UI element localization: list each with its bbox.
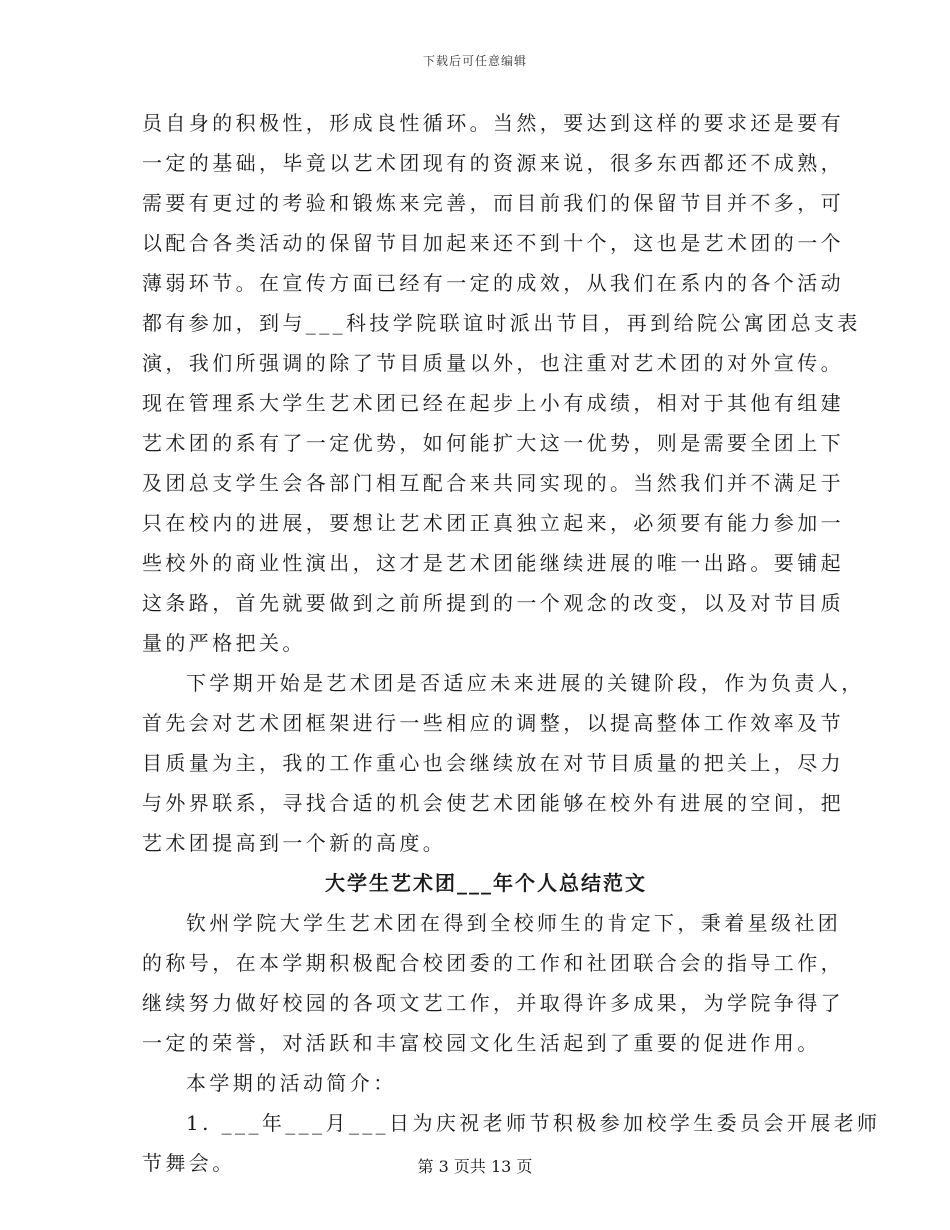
text-line: 继续努力做好校园的各项文艺工作，并取得许多成果，为学院争得了 xyxy=(142,991,844,1015)
text-line: 一定的荣誉，对活跃和丰富校园文化生活起到了重要的促进作用。 xyxy=(142,1031,821,1055)
text-line: 首先会对艺术团框架进行一些相应的调整，以提高整体工作效率及节 xyxy=(142,711,844,735)
text-line: 目质量为主，我的工作重心也会继续放在对节目质量的把关上，尽力 xyxy=(142,751,844,775)
text-line: 艺术团的系有了一定优势，如何能扩大这一优势，则是需要全团上下 xyxy=(142,431,844,455)
text-line: 都有参加，到与___科技学院联谊时派出节目，再到给院公寓团总支表 xyxy=(142,311,861,335)
text-line: 现在管理系大学生艺术团已经在起步上小有成绩，相对于其他有组建 xyxy=(142,391,844,415)
text-line: 与外界联系，寻找合适的机会使艺术团能够在校外有进展的空间，把 xyxy=(142,791,844,815)
text-line: 需要有更过的考验和锻炼来完善，而目前我们的保留节目并不多，可 xyxy=(142,191,844,215)
text-line: 量的严格把关。 xyxy=(142,631,306,655)
text-line: 及团总支学生会各部门相互配合来共同实现的。当然我们并不满足于 xyxy=(142,471,844,495)
page-number: 第 3 页共 13 页 xyxy=(417,1157,533,1176)
paragraph-first-line: 下学期开始是艺术团是否适应未来进展的关键阶段，作为负责人， xyxy=(186,671,865,695)
text-line: 演，我们所强调的除了节目质量以外，也注重对艺术团的对外宣传。 xyxy=(142,351,844,375)
text-line: 以配合各类活动的保留节目加起来还不到十个，这也是艺术团的一个 xyxy=(142,231,844,255)
text-line: 一定的基础，毕竟以艺术团现有的资源来说，很多东西都还不成熟， xyxy=(142,151,844,175)
paragraph-first-line: 钦州学院大学生艺术团在得到全校师生的肯定下，秉着星级社团 xyxy=(186,911,842,935)
page-header: 下载后可任意编辑 xyxy=(422,54,527,68)
text-line: 这条路，首先就要做到之前所提到的一个观念的改变，以及对节目质 xyxy=(142,591,844,615)
text-line: 节舞会。 xyxy=(142,1151,236,1175)
text-line: 员自身的积极性，形成良性循环。当然，要达到这样的要求还是要有 xyxy=(142,111,844,135)
text-line: 薄弱环节。在宣传方面已经有一定的成效，从我们在系内的各个活动 xyxy=(142,271,844,295)
list-item-first-line: 1. ___年___月___日为庆祝老师节积极参加校学生委员会开展老师 xyxy=(186,1111,881,1135)
document-body xyxy=(142,103,881,1183)
paragraph-first-line: 本学期的活动简介： xyxy=(186,1071,397,1095)
text-line: 些校外的商业性演出，这才是艺术团能继续进展的唯一出路。要铺起 xyxy=(142,551,844,575)
text-line: 只在校内的进展，要想让艺术团正真独立起来，必须要有能力参加一 xyxy=(142,511,844,535)
section-heading: 大学生艺术团___年个人总结范文 xyxy=(325,871,647,895)
text-line: 的称号，在本学期积极配合校团委的工作和社团联合会的指导工作， xyxy=(142,951,844,975)
text-line: 艺术团提高到一个新的高度。 xyxy=(142,831,447,855)
